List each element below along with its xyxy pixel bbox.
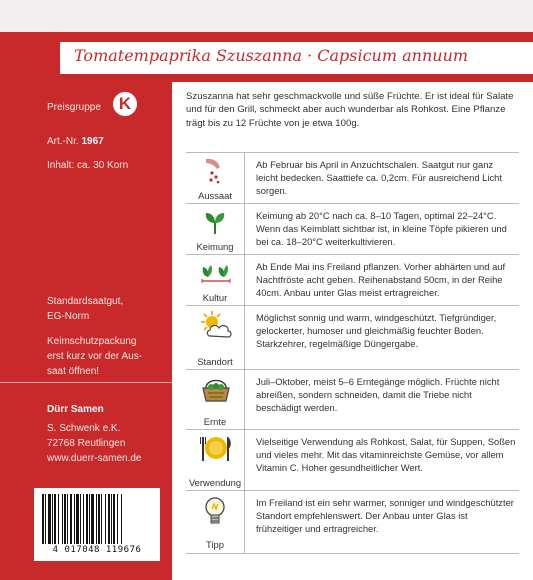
row-label: Verwendung <box>188 477 242 488</box>
sun-cloud-icon <box>200 310 234 344</box>
barcode <box>34 488 160 561</box>
intro-text: Szuszanna hat sehr geschmackvolle und süße Früchte. Er ist ideal für Salate und für den Grill, schmeckt aber auch wunderbar als Rohkost. Eine Pflanze trägt bis zu 12 Früchte von je etwa 100g. <box>186 91 514 129</box>
barcode-bar <box>98 494 100 544</box>
barcode-bar <box>91 494 94 544</box>
barcode-bar <box>48 494 51 544</box>
barcode-bar <box>42 494 44 544</box>
row-keimung <box>186 203 519 255</box>
content-amount: Inhalt: ca. 30 Korn <box>47 160 129 171</box>
row-text: Möglichst sonnig und warm, windgeschützt. Tiefgründiger, gelockerter, humoser und gleichmäßig feuchter Boden. Starkzehrer, regelmäßige Düngergabe. <box>256 312 497 349</box>
price-group-label: Preisgruppe <box>47 102 101 113</box>
lightbulb-icon <box>200 495 230 529</box>
harvest-basket-icon <box>200 374 232 406</box>
barcode-bar <box>62 494 63 544</box>
barcode-bar <box>80 494 81 544</box>
row-standort <box>186 305 519 370</box>
barcode-bar <box>89 494 90 544</box>
barcode-bar <box>113 494 115 544</box>
row-label: Standort <box>197 356 233 367</box>
row-kultur <box>186 254 519 306</box>
barcode-bar <box>70 494 72 544</box>
top-band <box>0 0 533 32</box>
barcode-bar <box>74 494 75 544</box>
barcode-bar <box>86 494 88 544</box>
plate-cutlery-icon <box>200 434 232 464</box>
standard-line-1: Standardsaatgut, <box>47 296 124 307</box>
plant-spacing-icon <box>200 259 232 287</box>
seedling-icon <box>200 208 230 236</box>
barcode-bar <box>117 494 118 544</box>
row-label: Ernte <box>203 416 227 427</box>
row-verwendung <box>186 429 519 491</box>
product-title: Tomatempaprika Szuszanna · Capsicum annuum <box>74 46 469 65</box>
barcode-bar <box>83 494 84 544</box>
barcode-bars <box>42 494 154 544</box>
barcode-bar <box>54 494 56 544</box>
row-label: Aussaat <box>198 190 232 201</box>
germ-protection-note <box>47 334 142 379</box>
company-address: 72768 Reutlingen <box>47 438 126 449</box>
barcode-bar <box>76 494 79 544</box>
barcode-bar <box>108 494 110 544</box>
article-value: 1967 <box>81 136 104 147</box>
article-number <box>47 134 104 149</box>
barcode-bar <box>96 494 97 544</box>
sidebar-divider <box>0 382 172 383</box>
barcode-bar <box>58 494 59 544</box>
barcode-bar <box>64 494 66 544</box>
company-block <box>47 402 141 466</box>
main-panel <box>172 82 533 580</box>
barcode-bar <box>111 494 112 544</box>
barcode-number: 4 017048 119676 <box>52 545 142 555</box>
row-label: Keimung <box>196 241 234 252</box>
keim-line-3: saat öffnen! <box>47 366 100 377</box>
row-text: Ab Februar bis April in Anzuchtschalen. Saatgut nur ganz leicht bedecken. Saattiefe ca. 0,2cm. Für ausreichend Licht sorgen. <box>256 159 502 196</box>
row-ernte <box>186 369 519 430</box>
keim-line-1: Keimschutzpackung <box>47 336 137 347</box>
row-text: Juli–Oktober, meist 5–6 Erntegänge möglich. Früchte nicht abreißen, sondern schneiden, damit die Triebe nicht beschädigt werden. <box>256 376 500 413</box>
row-aussaat <box>186 152 519 204</box>
barcode-bar <box>101 494 102 544</box>
row-text: Keimung ab 20°C nach ca. 8–10 Tagen, optimal 22–24°C. Wenn das Keimblatt sichtbar ist, in kleine Töpfe pikieren und bei ca. 18–20°C weiterkultivieren. <box>256 210 507 247</box>
company-name: Dürr Samen <box>47 404 104 415</box>
row-text: Vielseitige Verwendung als Rohkost, Salat, für Suppen, Soßen und vieles mehr. Mit das vitaminreichste Gemüse, vor allem Vitamin C. Hoher gesundheitlicher Wert. <box>256 436 516 473</box>
row-text: Ab Ende Mai ins Freiland pflanzen. Vorher abhärten und auf Nachtfröste acht geben. Reihenabstand 50cm, in der Reihe 40cm. Anbau unter Glas meist ertragreicher. <box>256 261 506 298</box>
row-tipp <box>186 490 519 554</box>
row-text: Im Freiland ist ein sehr warmer, sonniger und windgeschützter Standort empfehlenswert. Der Anbau unter Glas ist frühzeitiger und ertragreicher. <box>256 497 514 534</box>
barcode-bar <box>52 494 53 544</box>
article-label: Art.-Nr. <box>47 136 79 147</box>
row-label: Tipp <box>206 539 224 550</box>
barcode-bar <box>67 494 68 544</box>
price-group-badge: K <box>113 92 137 116</box>
keim-line-2: erst kurz vor der Aus- <box>47 351 143 362</box>
seed-pinch-icon <box>200 157 230 185</box>
barcode-bar <box>105 494 106 544</box>
barcode-bar <box>121 494 122 544</box>
company-owner: S. Schwenk e.K. <box>47 423 121 434</box>
row-label: Kultur <box>202 292 228 303</box>
standard-line-2: EG-Norm <box>47 311 90 322</box>
company-website[interactable]: www.duerr-samen.de <box>47 453 142 464</box>
barcode-bar <box>45 494 46 544</box>
standard-seed-note <box>47 294 123 324</box>
